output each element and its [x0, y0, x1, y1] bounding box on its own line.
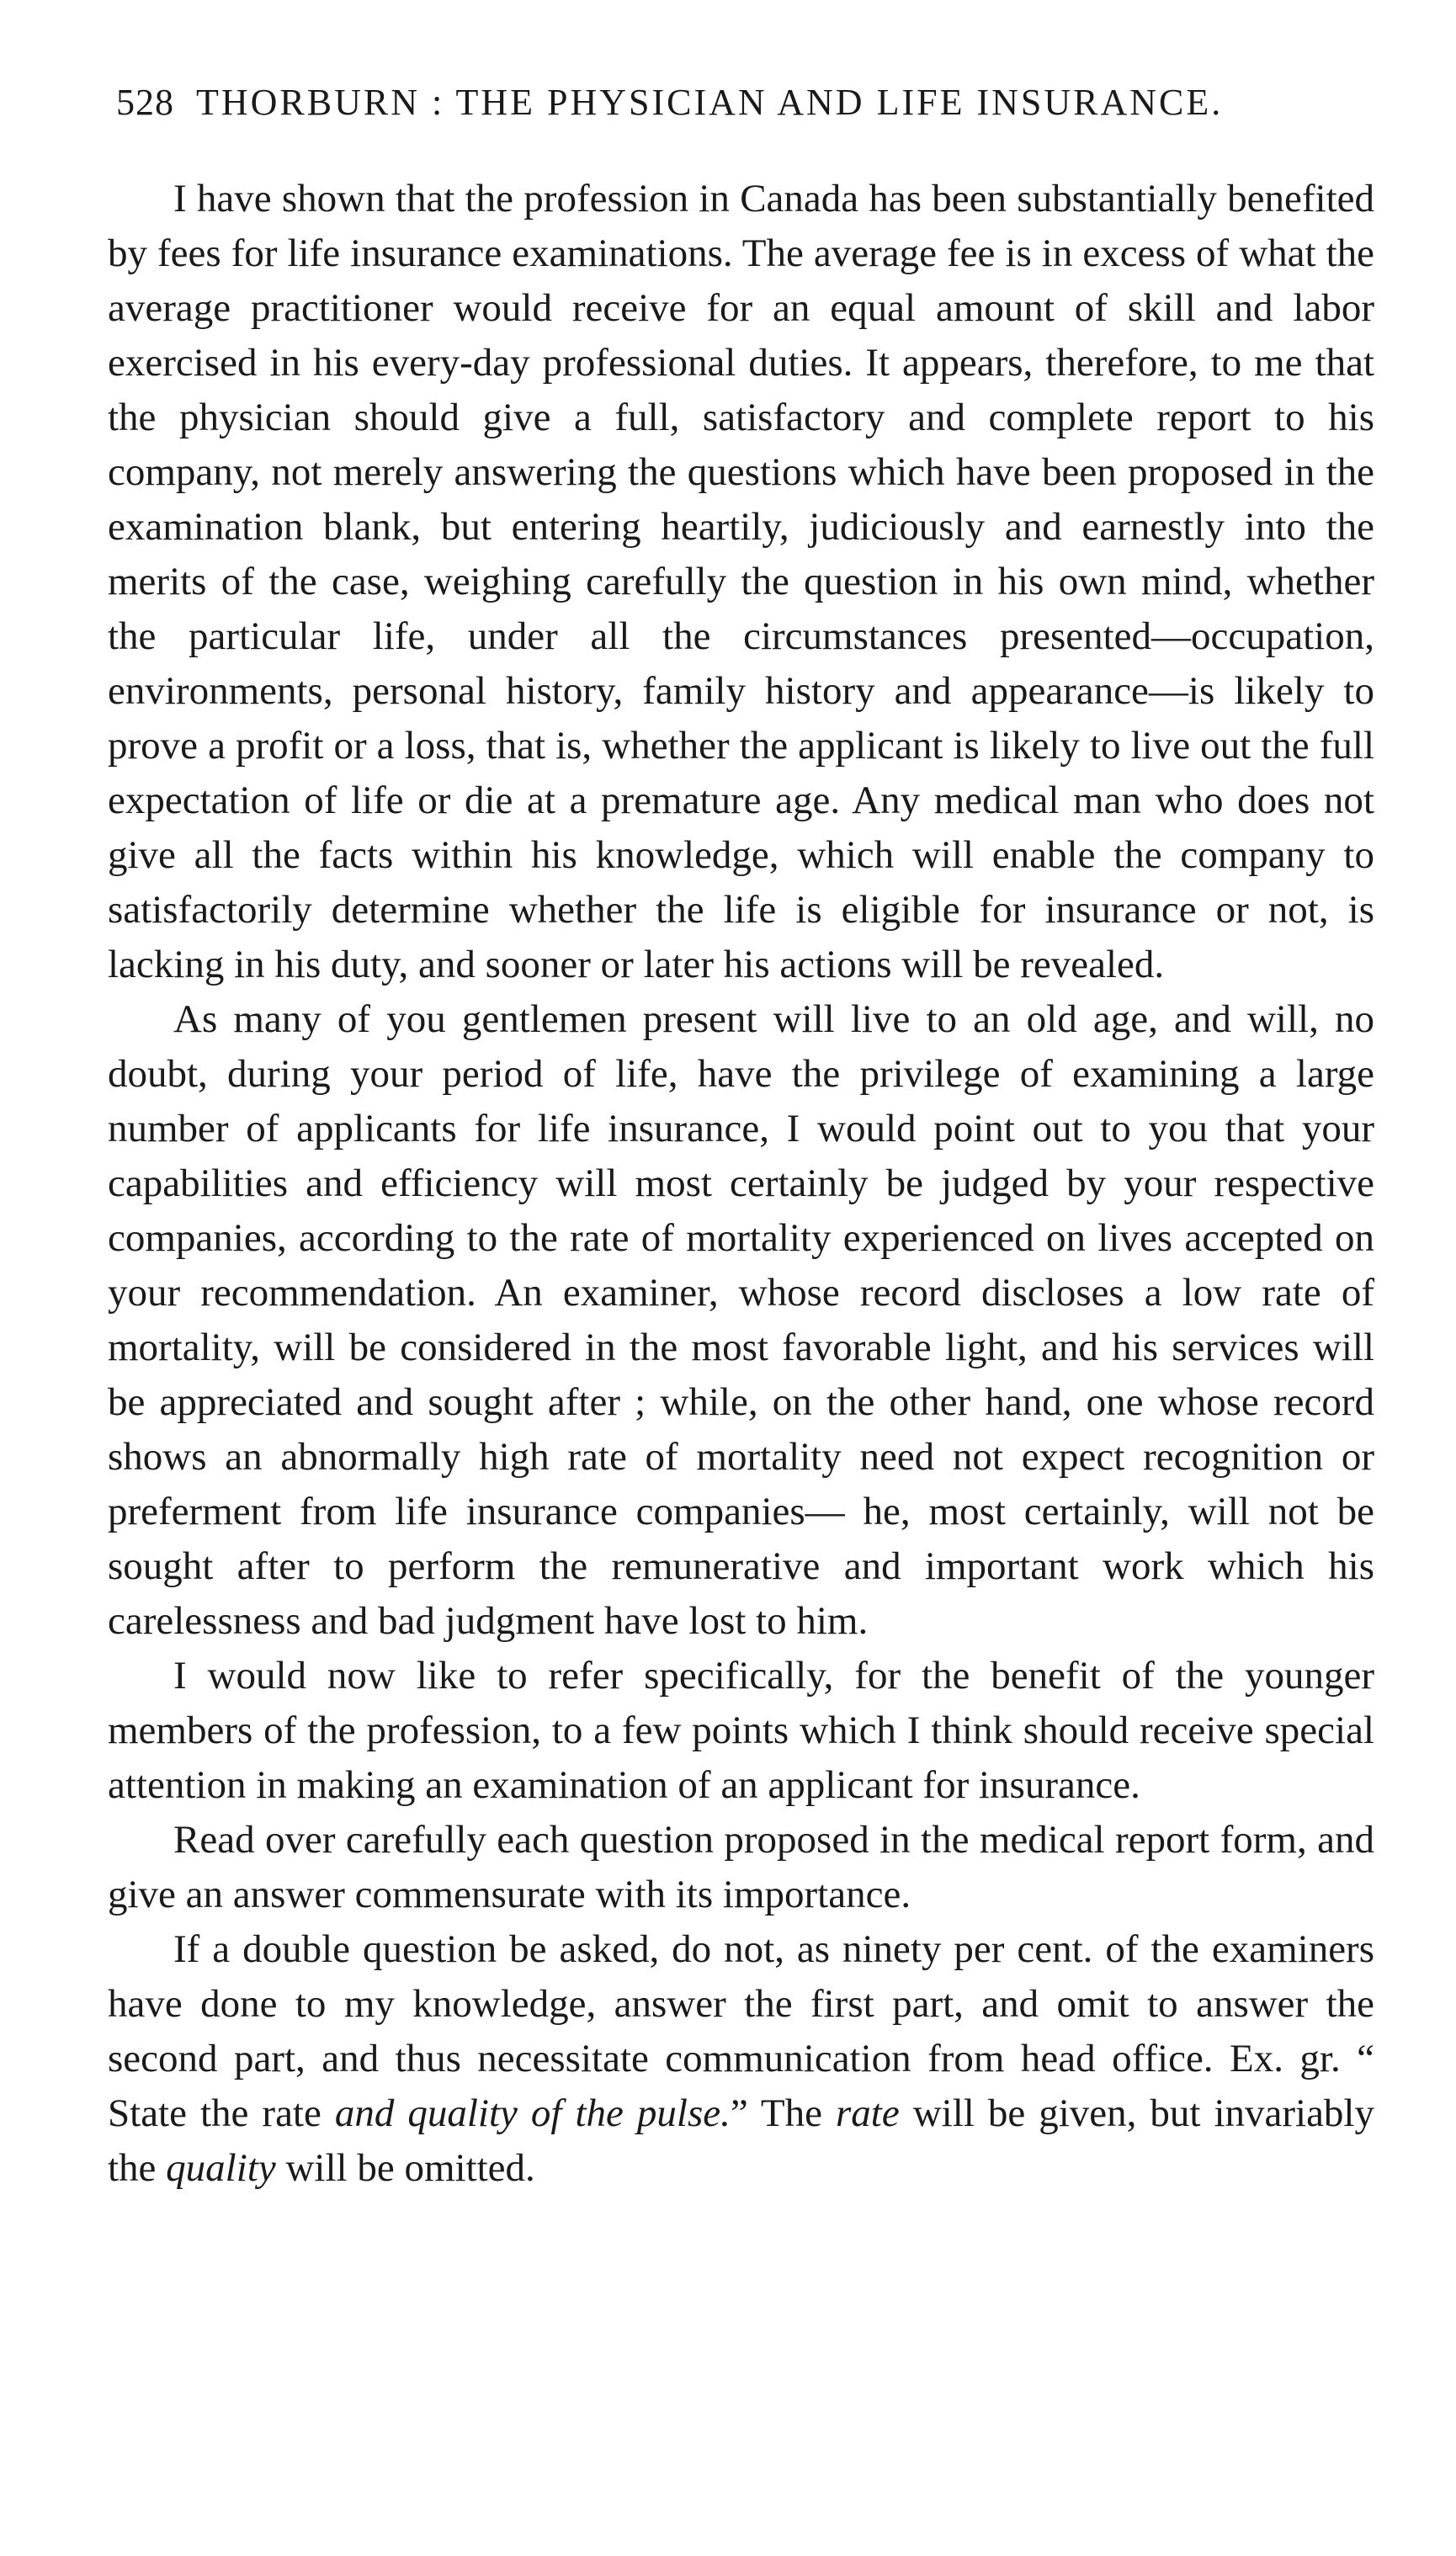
paragraph-4: Read over carefully each question proposed in the medical report form, and give an answer commensurate with its importance.: [108, 1818, 1374, 1916]
body-text: [108, 172, 1374, 2196]
paragraph-5-lead: If a double question be asked, do not, as ninety per cent. of the examiners have done to my knowledge, answer the first part, and omit to answer the second part, and thus necessitate communication from head office. Ex. gr. “ State the rate: [108, 1927, 1374, 2135]
quality-word: quality: [166, 2146, 276, 2190]
paragraph-5-middle: will be given, but invariably the: [108, 2091, 1374, 2190]
paragraph-5-tail: will be omitted.: [275, 2146, 535, 2190]
paragraph-3: I would now like to refer specifically, for the benefit of the younger members of the profession, to a few points which I think should receive special attention in making an examination of an applicant for insurance.: [108, 1654, 1374, 1807]
running-head: [116, 77, 1379, 128]
paragraph-2: As many of you gentlemen present will live to an old age, and will, no doubt, during your period of life, have the privilege of examining a large number of applicants for life insurance, I would point out to you that your capabilities and efficiency will most certainly be judged by your respective companies, according to the rate of mortality experienced on lives accepted on your recommendation. An examiner, whose record discloses a low rate of mortality, will be considered in the most favorable light, and his services will be appreciated and sought after ; while, on the other hand, one whose record shows an abnormally high rate of mortality need not expect recognition or preferment from life insurance companies— he, most certainly, will not be sought after to perform the remunerative and important work which his carelessness and bad judgment have lost to him.: [108, 997, 1374, 1643]
page-number: 528: [116, 82, 174, 123]
quote-close: ” The: [730, 2091, 836, 2135]
pulse-quote: and quality of the pulse.: [334, 2091, 731, 2135]
paragraph-5: [108, 1922, 1374, 2196]
rate-word: rate: [835, 2091, 900, 2135]
paragraph-1: I have shown that the profession in Canada has been substantially benefited by fees for life insurance examinations. The average fee is in excess of what the average practitioner would receive for an equal amount of skill and labor exercised in his every-day professional duties. It appears, therefore, to me that the physician should give a full, satisfactory and complete report to his company, not merely answering the questions which have been proposed in the examination blank, but entering heartily, judiciously and earnestly into the merits of the case, weighing carefully the question in his own mind, whether the particular life, under all the circumstances presented—occupation, environments, personal history, family history and appearance—is likely to prove a profit or a loss, that is, whether the applicant is likely to live out the full expectation of life or die at a premature age. Any medical man who does not give all the facts within his knowledge, which will enable the company to satisfactorily determine whether the life is eligible for insurance or not, is lacking in his duty, and sooner or later his actions will be revealed.: [108, 177, 1374, 986]
running-title: THORBURN : THE PHYSICIAN AND LIFE INSURANCE.: [196, 82, 1224, 123]
